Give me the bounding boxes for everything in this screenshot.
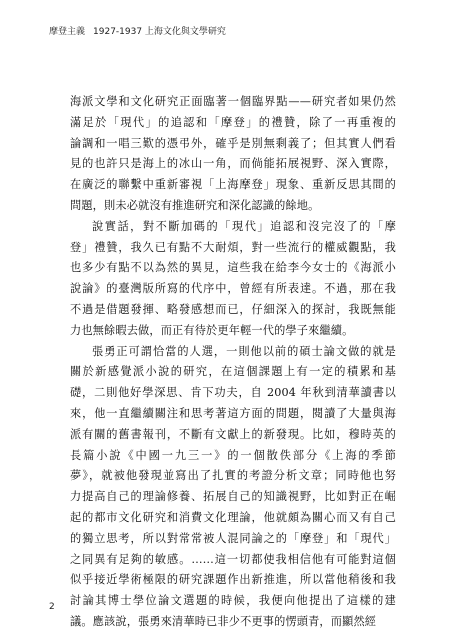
text-line: 討論其博士學位論文選題的時候，我便向他提出了這樣的建: [70, 594, 396, 608]
text-line: 礎，二則他好學深思、肯下功夫，自 2004 年秋到清華讀書以: [70, 386, 396, 400]
text-line: 力提高自己的理論修養、拓展自己的知識視野，比如對正在崛: [70, 490, 396, 504]
running-head: [49, 24, 226, 37]
running-head-subtitle: 1927-1937 上海文化與文學研究: [93, 27, 226, 37]
text-line: 論調和一唱三歎的憑弔外，確乎是別無剩義了；但其實人們看: [70, 136, 396, 150]
text-line: 似乎接近學術極限的研究課題作出新推進，所以當他稍後和我: [70, 573, 396, 587]
paragraph: [70, 342, 396, 633]
running-head-book-title: 摩登主義: [49, 27, 86, 37]
text-line: 長篇小說《中國一九三一》的一個散佚部分《上海的季節: [70, 448, 396, 462]
text-line: 夢》，就被他發現並寫出了扎實的考證分析文章；同時他也努: [70, 469, 396, 483]
text-line: 問題，則未必就沒有推進研究和深化認識的餘地。: [70, 198, 320, 212]
text-line: 關於新感覺派小說的研究，在這個課題上有一定的積累和基: [70, 365, 396, 379]
paragraph: [70, 217, 396, 342]
text-line: 登」禮贊，我久已有點不大耐煩，對一些流行的權威觀點，我: [70, 240, 396, 254]
text-line: 在廣泛的聯繫中重新審視「上海摩登」現象、重新反思其間的: [70, 178, 396, 192]
text-line: 也多少有點不以為然的異見，這些我在給李今女士的《海派小: [70, 261, 396, 275]
text-line: 來，他一直繼續關注和思考著這方面的問題，閱讀了大量與海: [70, 406, 396, 420]
text-line: 議。應該說，張勇來清華時已非少不更事的愣頭青，而顯然經: [70, 614, 377, 628]
paragraph: [70, 92, 396, 217]
text-line: 派有關的舊書報刊，不斷有文獻上的新發現。比如，穆時英的: [70, 427, 396, 441]
text-line: 的獨立思考，所以對常常被人混同論之的「摩登」和「現代」: [70, 531, 396, 545]
text-line: 說論》的臺灣版所寫的代序中，曾經有所表達。不過，那在我: [70, 282, 396, 296]
text-line: 之同異有足夠的敏感。……這一切都使我相信他有可能對這個: [70, 552, 396, 566]
text-line: 張勇正可謂恰當的人選，一則他以前的碩士論文做的就是: [92, 344, 396, 358]
text-line: 不過是借題發揮、略發感想而已，仔細深入的探討，我既無能: [70, 302, 396, 316]
page-number: 2: [49, 602, 55, 612]
body-text: [70, 92, 396, 633]
text-line: 海派文學和文化研究正面臨著一個臨界點——研究者如果仍然: [70, 95, 396, 108]
text-line: 力也無餘暇去做，而正有待於更年輕一代的學子來繼續。: [70, 323, 354, 337]
text-line: 見的也許只是海上的冰山一角，而倘能拓展視野、深入實際，: [70, 157, 396, 171]
text-line: 說實話，對不斷加碼的「現代」追認和沒完沒了的「摩: [92, 219, 396, 233]
text-line: 起的都市文化研究和消費文化理論，他就頗為關心而又有自己: [70, 510, 396, 524]
text-line: 滿足於「現代」的追認和「摩登」的禮贊，除了一再重複的: [70, 115, 396, 129]
